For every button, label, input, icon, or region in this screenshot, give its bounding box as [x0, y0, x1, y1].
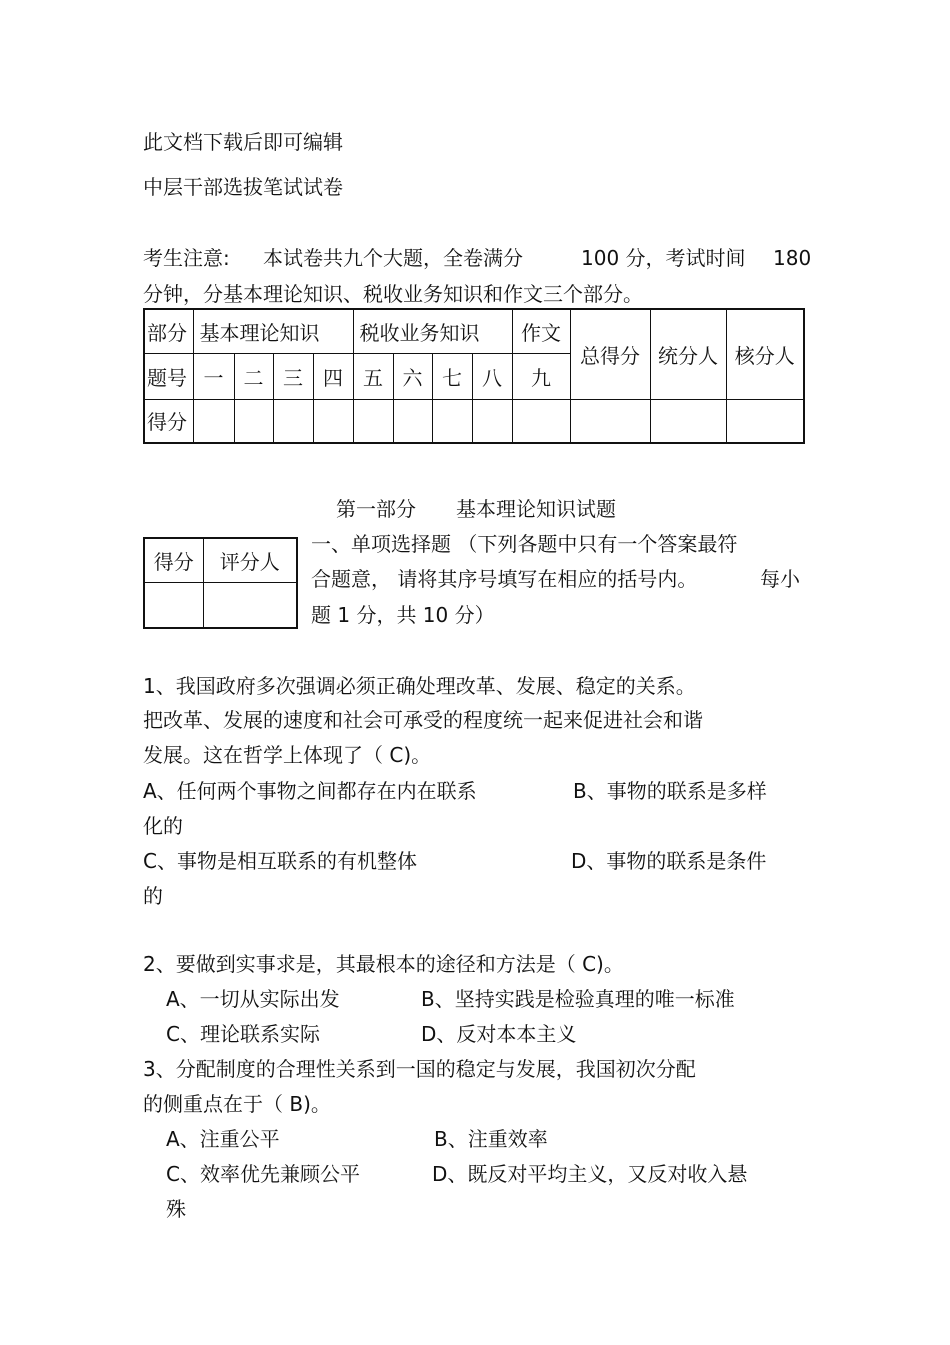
grader-score-label: 得分: [144, 538, 203, 582]
row-label-number: 题号: [144, 353, 193, 399]
q2-stem: 2、要做到实事求是，其最根本的途径和方法是（ C)。: [143, 952, 624, 976]
q3-stem-line-2: 的侧重点在于（ B)。: [143, 1092, 331, 1116]
q3-option-a: A、注重公平: [166, 1127, 280, 1151]
section-name: 基本理论知识试题: [456, 497, 616, 521]
q2-option-a: A、一切从实际出发: [166, 987, 340, 1011]
q2-option-b: B、坚持实践是检验真理的唯一标准: [421, 987, 735, 1011]
instructions-line-2: 合题意， 请将其序号填写在相应的括号内。: [311, 567, 698, 591]
q1-option-a: A、任何两个事物之间都存在内在联系: [143, 779, 477, 803]
instructions-line-1: 一、单项选择题 （下列各题中只有一个答案最符: [311, 532, 738, 556]
q3-option-d-cont: 殊: [166, 1197, 186, 1221]
score-cell[interactable]: [234, 399, 273, 443]
download-note: 此文档下载后即可编辑: [143, 130, 343, 154]
checker-cell[interactable]: [726, 399, 804, 443]
score-cell[interactable]: [193, 399, 234, 443]
tally-person-header: 统分人: [650, 309, 726, 399]
question-number: 六: [393, 353, 432, 399]
score-cell[interactable]: [472, 399, 512, 443]
part-tax-business: 税收业务知识: [353, 309, 512, 353]
grader-score-cell[interactable]: [144, 582, 203, 628]
total-score-cell[interactable]: [570, 399, 650, 443]
score-cell[interactable]: [313, 399, 353, 443]
grader-name-label: 评分人: [203, 538, 297, 582]
notice-text-3: 180: [773, 246, 812, 270]
q1-stem-line-3: 发展。这在哲学上体现了（ C)。: [143, 743, 432, 767]
question-number: 三: [273, 353, 313, 399]
score-cell[interactable]: [273, 399, 313, 443]
score-cell[interactable]: [512, 399, 570, 443]
row-label-score: 得分: [144, 399, 193, 443]
part-basic-theory: 基本理论知识: [193, 309, 353, 353]
exam-title: 中层干部选拔笔试试卷: [143, 175, 343, 199]
total-score-header: 总得分: [570, 309, 650, 399]
score-cell[interactable]: [353, 399, 393, 443]
q3-option-c: C、效率优先兼顾公平: [166, 1162, 360, 1186]
score-cell[interactable]: [432, 399, 472, 443]
q1-stem-line-2: 把改革、发展的速度和社会可承受的程度统一起来促进社会和谐: [143, 708, 703, 732]
grader-table: [143, 537, 298, 629]
q1-option-b-cont: 化的: [143, 814, 183, 838]
q1-option-d-cont: 的: [143, 884, 163, 908]
q3-option-b: B、注重效率: [434, 1127, 548, 1151]
notice-text-2: 100 分，考试时间: [581, 246, 746, 270]
q3-stem-line-1: 3、分配制度的合理性关系到一国的稳定与发展，我国初次分配: [143, 1057, 696, 1081]
notice-text-1: 本试卷共九个大题，全卷满分: [263, 246, 523, 270]
part-essay: 作文: [512, 309, 570, 353]
grader-name-cell[interactable]: [203, 582, 297, 628]
score-cell[interactable]: [393, 399, 432, 443]
section-part: 第一部分: [336, 497, 416, 521]
score-table: [143, 308, 805, 444]
question-number: 九: [512, 353, 570, 399]
question-number: 八: [472, 353, 512, 399]
tally-person-cell[interactable]: [650, 399, 726, 443]
question-number: 一: [193, 353, 234, 399]
question-number: 七: [432, 353, 472, 399]
q2-option-d: D、反对本本主义: [421, 1022, 577, 1046]
q1-stem-line-1: 1、我国政府多次强调必须正确处理改革、发展、稳定的关系。: [143, 674, 696, 698]
q1-option-b: B、事物的联系是多样: [573, 779, 767, 803]
q1-option-c: C、事物是相互联系的有机整体: [143, 849, 417, 873]
instructions-line-2b: 每小: [760, 567, 800, 591]
checker-header: 核分人: [726, 309, 804, 399]
row-label-part: 部分: [144, 309, 193, 353]
instructions-line-3: 题 1 分，共 10 分）: [311, 603, 495, 627]
question-number: 五: [353, 353, 393, 399]
q2-option-c: C、理论联系实际: [166, 1022, 320, 1046]
question-number: 四: [313, 353, 353, 399]
question-number: 二: [234, 353, 273, 399]
notice-line-2: 分钟，分基本理论知识、税收业务知识和作文三个部分。: [143, 282, 643, 306]
q1-option-d: D、事物的联系是条件: [571, 849, 767, 873]
notice-label: 考生注意:: [143, 246, 230, 270]
q3-option-d: D、既反对平均主义，又反对收入悬: [432, 1162, 748, 1186]
